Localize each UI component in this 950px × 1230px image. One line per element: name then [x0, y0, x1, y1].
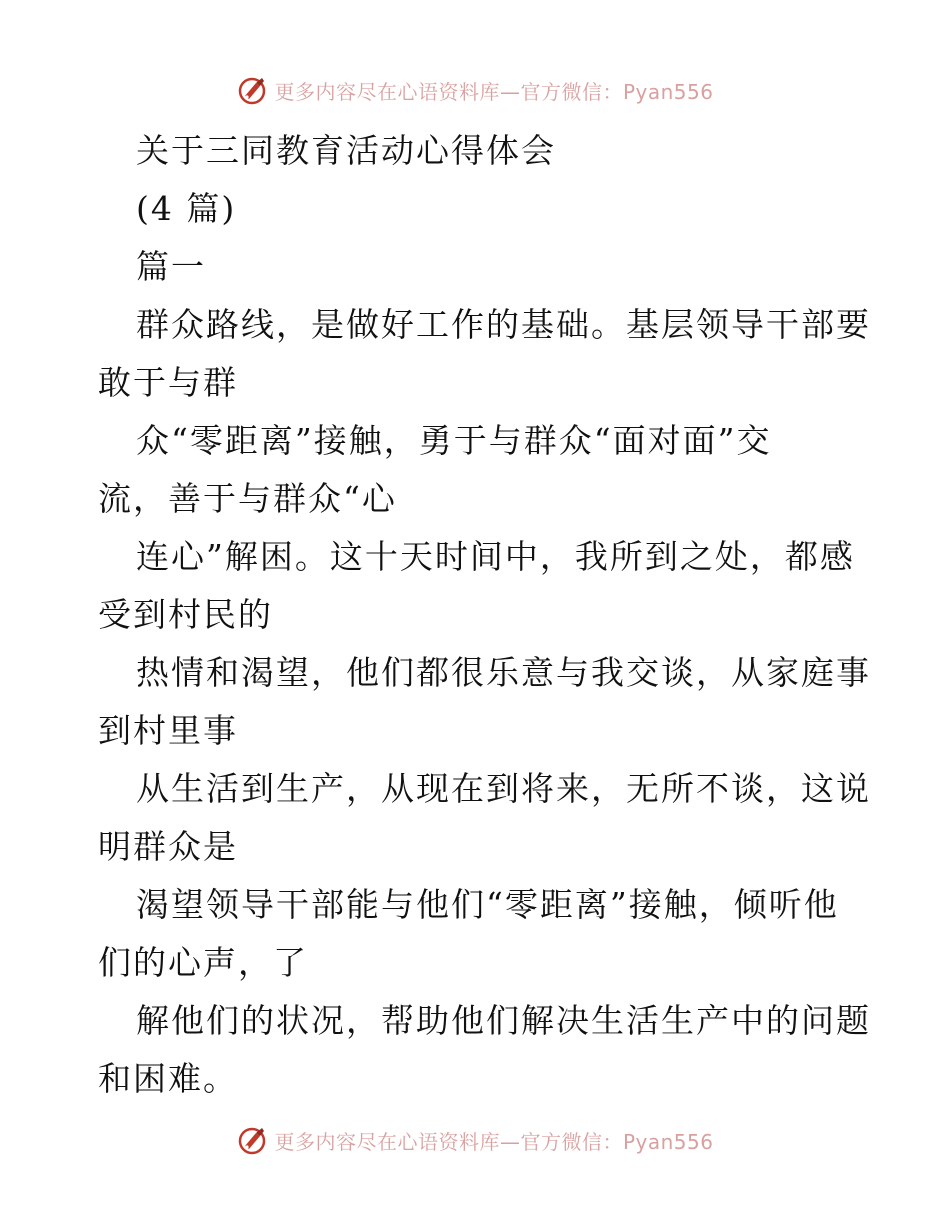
paragraph-line: 到村里事: [98, 711, 238, 750]
pen-logo-icon: [236, 74, 268, 106]
document-subtitle: (4 篇): [136, 189, 237, 228]
header-banner: [0, 70, 950, 110]
paragraph-line: 连心”解困。这十天时间中，我所到之处，都感: [136, 537, 855, 576]
pen-logo-icon: [236, 1124, 268, 1156]
paragraph-line: 敢于与群: [98, 363, 238, 402]
paragraph-line: 们的心声，了: [98, 943, 308, 982]
header-banner-text: 更多内容尽在心语资料库—官方微信：Pyan556: [274, 79, 714, 104]
section-label: 篇一: [136, 247, 206, 286]
paragraph-line: 群众路线，是做好工作的基础。基层领导干部要: [136, 305, 871, 344]
paragraph-line: 众“零距离”接触，勇于与群众“面对面”交: [136, 421, 772, 460]
paragraph-line: 渴望领导干部能与他们“零距离”接触，倾听他: [136, 885, 839, 924]
paragraph-line: 和困难。: [98, 1059, 238, 1098]
footer-banner-text: 更多内容尽在心语资料库—官方微信：Pyan556: [274, 1129, 714, 1154]
paragraph-line: 明群众是: [98, 827, 238, 866]
footer-banner: [0, 1120, 950, 1160]
paragraph-line: 解他们的状况，帮助他们解决生活生产中的问题: [136, 1001, 871, 1040]
document-body: [98, 122, 871, 1108]
paragraph-line: 受到村民的: [98, 595, 273, 634]
paragraph-line: 热情和渴望，他们都很乐意与我交谈，从家庭事: [136, 653, 871, 692]
paragraph-line: 从生活到生产，从现在到将来，无所不谈，这说: [136, 769, 871, 808]
document-title: 关于三同教育活动心得体会: [136, 131, 556, 170]
paragraph-line: 流，善于与群众“心: [98, 479, 397, 518]
